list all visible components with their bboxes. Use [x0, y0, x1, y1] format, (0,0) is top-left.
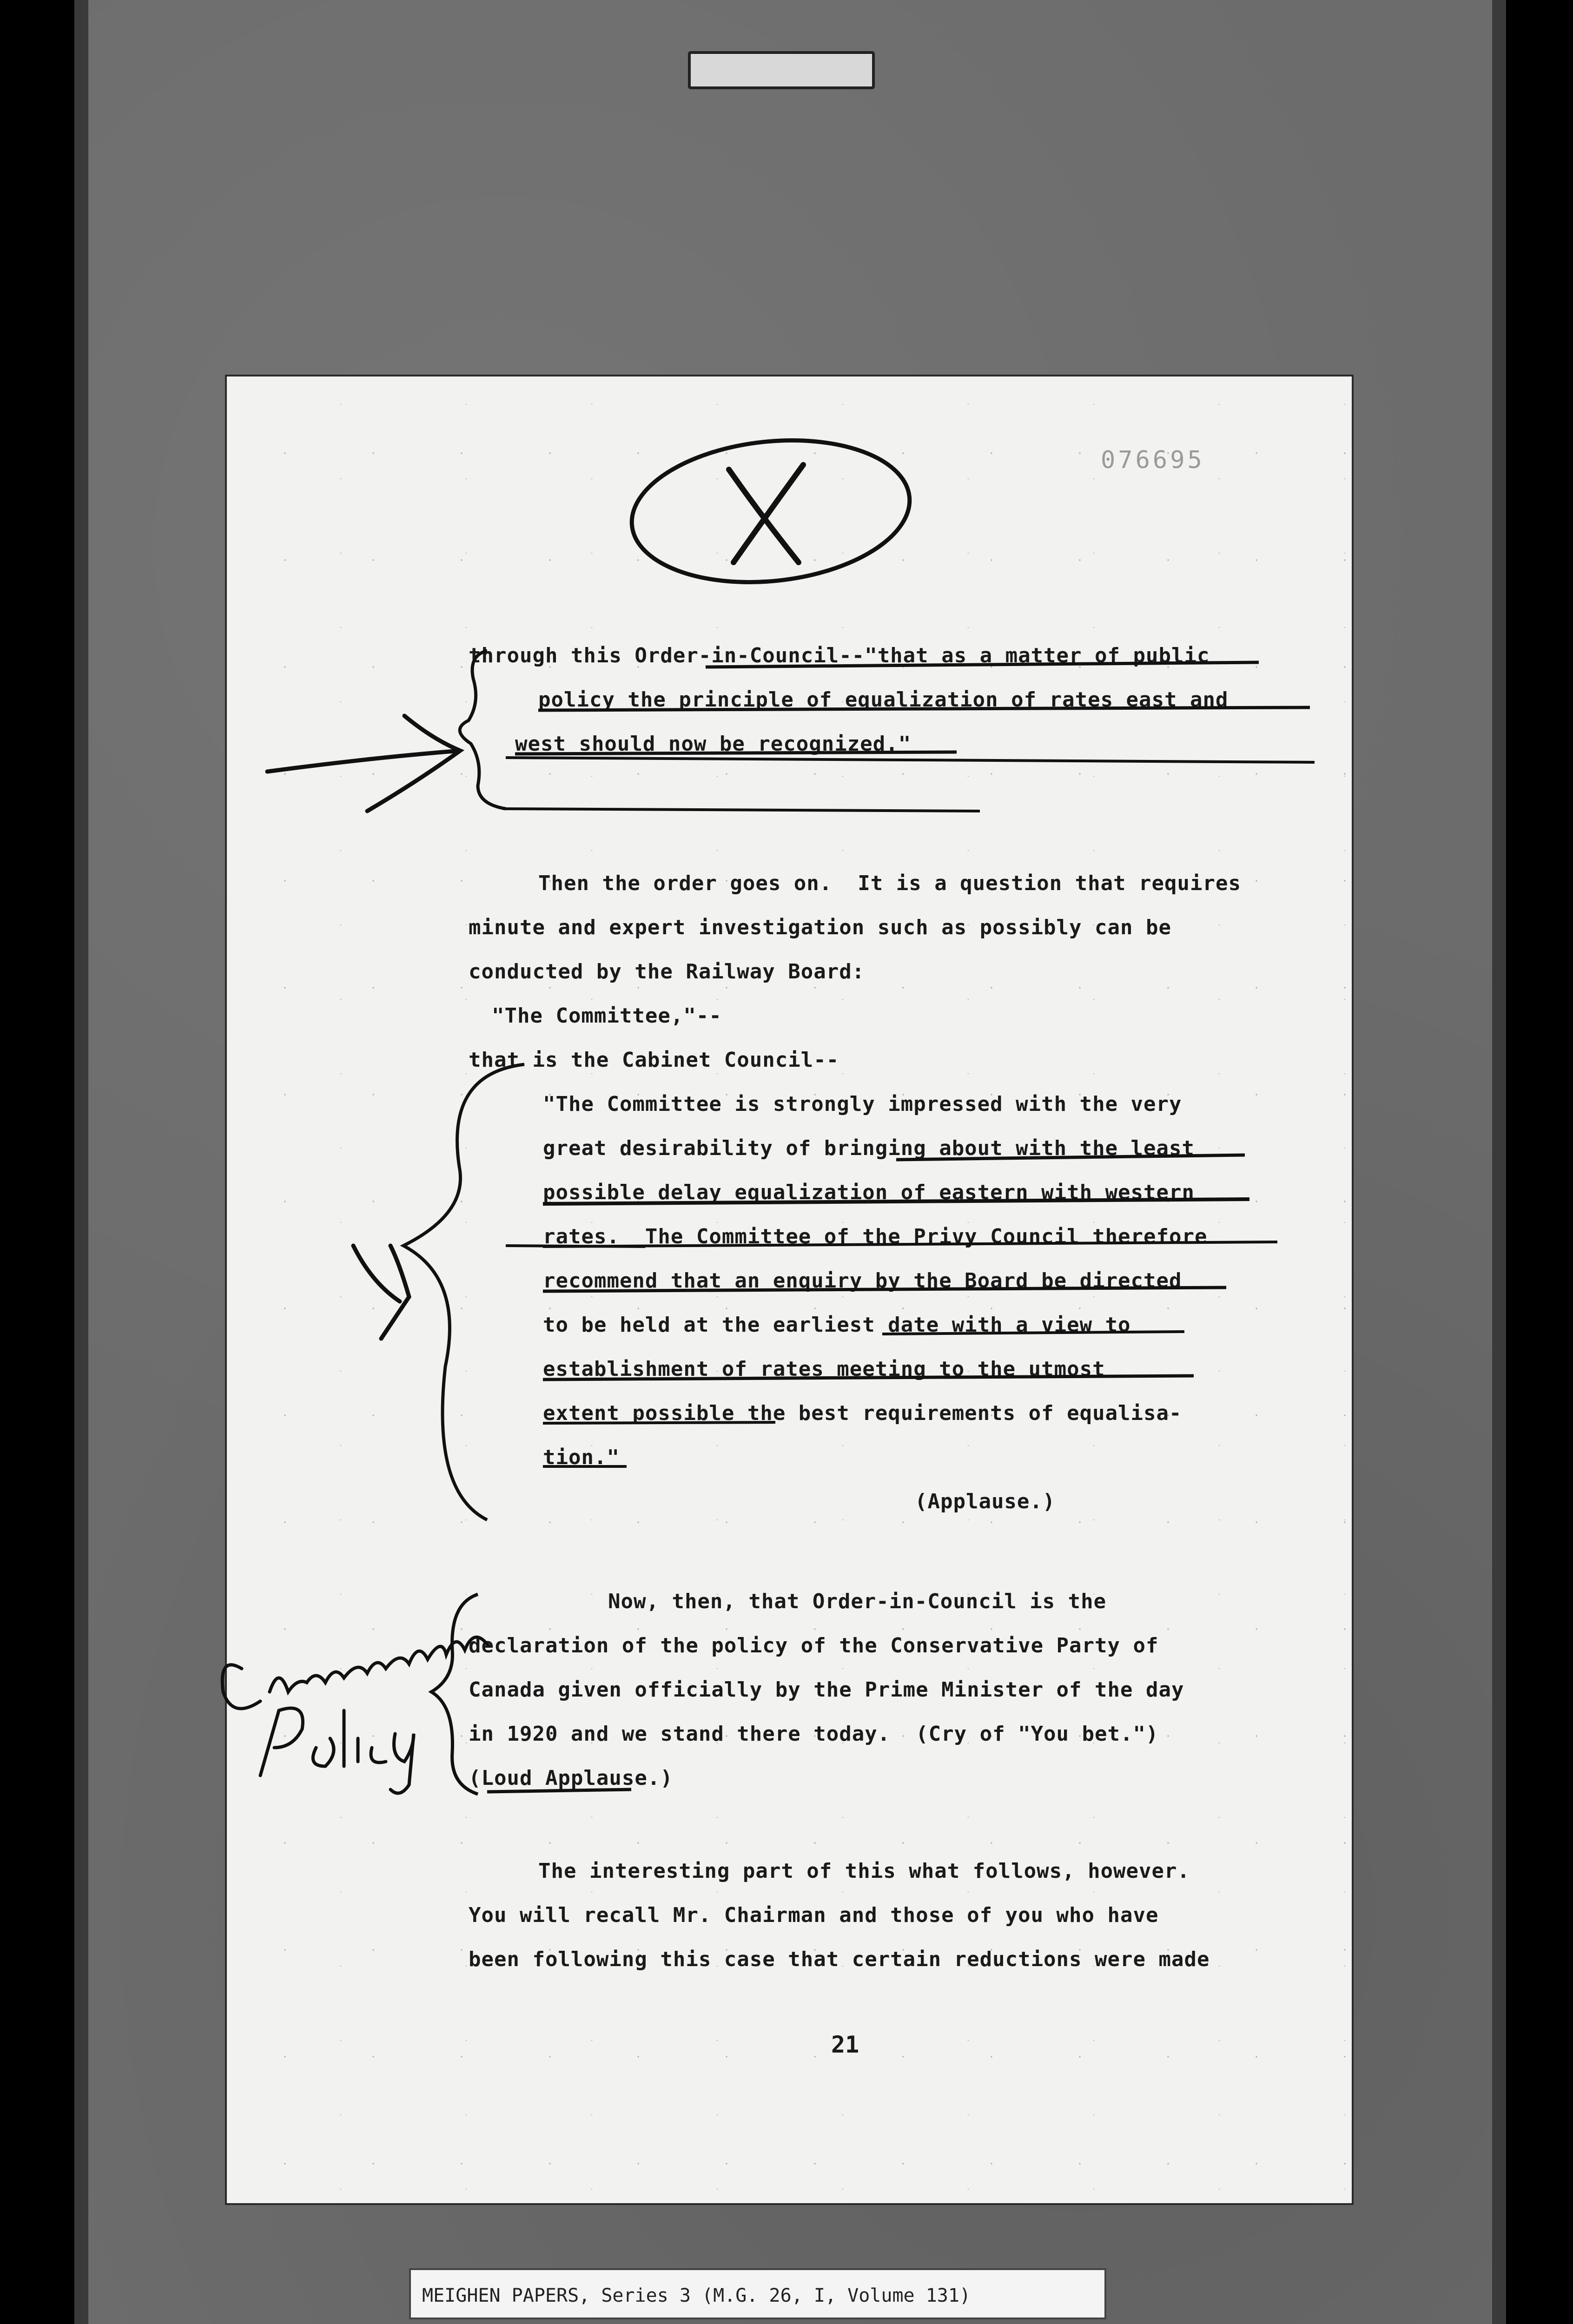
text-line: "The Committee,"-- [492, 1004, 722, 1028]
text-line: (Applause.) [915, 1490, 1056, 1513]
text-line: been following this case that certain reductions were made [469, 1948, 1210, 1971]
text-line: Canada given officially by the Prime Minister of the day [469, 1678, 1184, 1702]
text-line: that is the Cabinet Council-- [469, 1048, 839, 1072]
mounting-tab [688, 51, 875, 89]
text-line: The interesting part of this what follows, however. [538, 1859, 1190, 1883]
reference-label: MEIGHEN PAPERS, Series 3 (M.G. 26, I, Volume 131) [409, 2268, 1106, 2319]
text-line: Now, then, that Order-in-Council is the [608, 1590, 1107, 1613]
text-line: through this Order-in-Council--"that as a matter of public [469, 644, 1210, 667]
text-line: Then the order goes on. It is a question that requires [538, 872, 1241, 895]
text-line: extent possible the best requirements of equalisa- [543, 1401, 1182, 1425]
text-line: declaration of the policy of the Conservative Party of [469, 1634, 1159, 1657]
text-line: possible delay equalization of eastern with western [543, 1181, 1195, 1204]
text-line: establishment of rates meeting to the utmost [543, 1357, 1105, 1381]
text-line: conducted by the Railway Board: [469, 960, 865, 984]
text-line: in 1920 and we stand there today. (Cry of "You bet.") [469, 1722, 1159, 1746]
page-number: 21 [831, 2031, 859, 2058]
text-line: rates. The Committee of the Privy Council therefore [543, 1225, 1208, 1248]
text-line: minute and expert investigation such as possibly can be [469, 916, 1171, 939]
board-edge-left [74, 0, 88, 2324]
text-line: to be held at the earliest date with a view to [543, 1313, 1131, 1337]
typed-text-block [227, 376, 1352, 2203]
text-line: west should now be recognized." [515, 732, 912, 756]
text-line: You will recall Mr. Chairman and those of you who have [469, 1903, 1159, 1927]
text-line: "The Committee is strongly impressed with the very [543, 1092, 1182, 1116]
text-line: recommend that an enquiry by the Board be directed [543, 1269, 1182, 1293]
text-line: policy the principle of equalization of rates east and [538, 688, 1229, 712]
stamp-number: 076695 [1101, 446, 1205, 474]
text-line: (Loud Applause.) [469, 1766, 673, 1790]
text-line: great desirability of bringing about with the least [543, 1136, 1195, 1160]
text-line: tion." [543, 1446, 620, 1469]
typed-document-page [227, 376, 1352, 2203]
board-edge-right [1492, 0, 1506, 2324]
